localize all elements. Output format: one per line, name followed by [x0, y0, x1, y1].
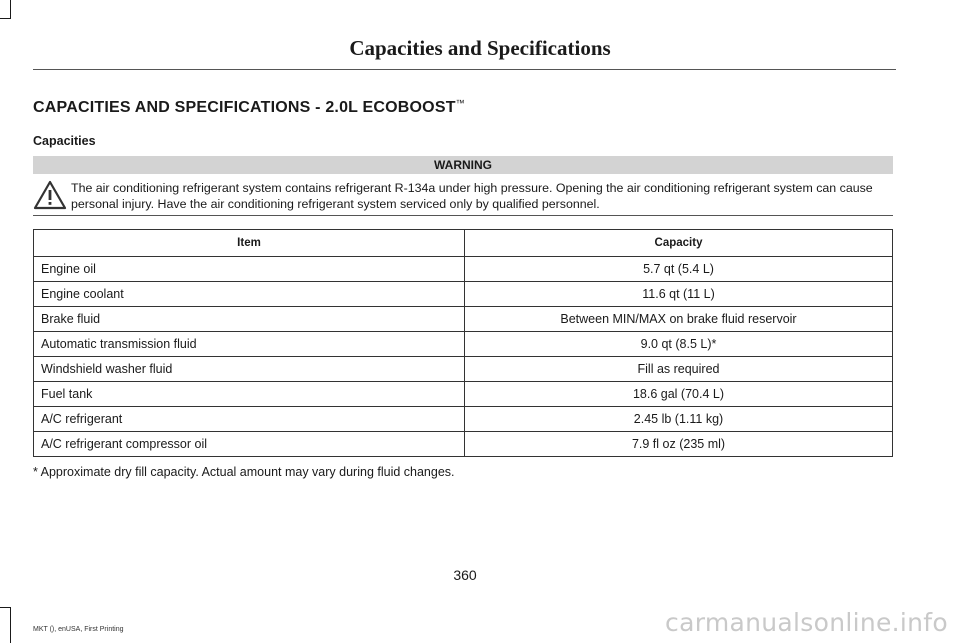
capacity-cell: 11.6 qt (11 L): [465, 282, 893, 307]
warning-triangle-icon: [33, 180, 67, 210]
item-cell: Engine oil: [34, 257, 465, 282]
table-row: [34, 282, 893, 307]
footnote: * Approximate dry fill capacity. Actual amount may vary during fluid changes.: [33, 465, 455, 479]
section-title-text: CAPACITIES AND SPECIFICATIONS - 2.0L ECOBOOST: [33, 99, 456, 116]
capacity-cell: 18.6 gal (70.4 L): [465, 382, 893, 407]
warning-label: WARNING: [33, 156, 893, 174]
table-row: [34, 382, 893, 407]
header-rule: [33, 69, 896, 70]
table-header-row: [34, 230, 893, 257]
item-cell: Brake fluid: [34, 307, 465, 332]
capacity-cell: 5.7 qt (5.4 L): [465, 257, 893, 282]
capacities-table: [33, 229, 893, 457]
table-row: [34, 432, 893, 457]
item-cell: Windshield washer fluid: [34, 357, 465, 382]
item-cell: A/C refrigerant: [34, 407, 465, 432]
watermark: carmanualsonline.info: [665, 608, 948, 637]
crop-mark-bottom-left-horizontal: [0, 607, 11, 608]
running-header: Capacities and Specifications: [349, 36, 611, 60]
capacity-cell: 2.45 lb (1.11 kg): [465, 407, 893, 432]
trademark-symbol: ™: [455, 98, 465, 108]
crop-mark-bottom-left-vertical: [10, 607, 11, 643]
table-row: [34, 357, 893, 382]
capacity-cell: 9.0 qt (8.5 L)*: [465, 332, 893, 357]
item-cell: Fuel tank: [34, 382, 465, 407]
warning-rule: [33, 215, 893, 216]
table-row: [34, 332, 893, 357]
crop-mark-top-left-horizontal: [0, 18, 11, 19]
section-title: [33, 99, 465, 117]
crop-mark-top-left-vertical: [10, 0, 11, 18]
capacity-cell: Between MIN/MAX on brake fluid reservoir: [465, 307, 893, 332]
column-header-item: Item: [34, 230, 465, 257]
page-number: 360: [453, 567, 477, 583]
edition-info: MKT (), enUSA, First Printing: [33, 626, 124, 633]
column-header-capacity: Capacity: [465, 230, 893, 257]
warning-text: The air conditioning refrigerant system contains refrigerant R-134a under high pressure. Opening the air conditioning refrigerant system can cause personal injury. Have the air conditioning refrigerant system serviced only by qualified personnel.: [71, 181, 873, 211]
capacity-cell: Fill as required: [465, 357, 893, 382]
capacity-cell: 7.9 fl oz (235 ml): [465, 432, 893, 457]
table-row: [34, 257, 893, 282]
item-cell: A/C refrigerant compressor oil: [34, 432, 465, 457]
item-cell: Engine coolant: [34, 282, 465, 307]
table-row: [34, 407, 893, 432]
item-cell: Automatic transmission fluid: [34, 332, 465, 357]
subheading-capacities: Capacities: [33, 134, 96, 148]
table-row: [34, 307, 893, 332]
